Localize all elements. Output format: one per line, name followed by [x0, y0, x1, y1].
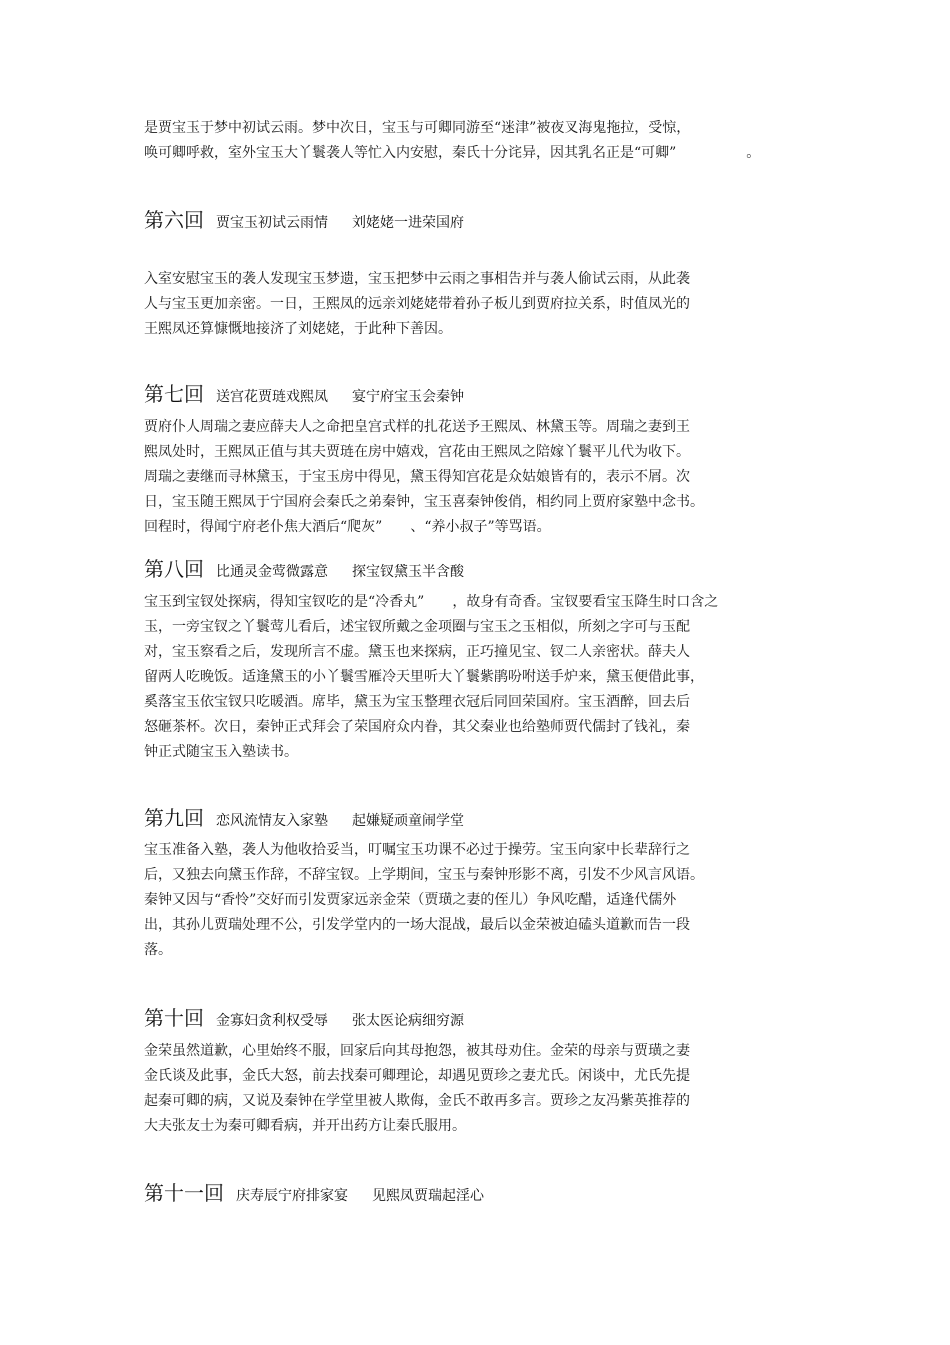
chapter-number: 第六回 — [144, 208, 204, 232]
text-line: 秦钟又因与“香怜”交好而引发贾家远亲金荣（贾璜之妻的侄儿）争风吃醋，适逢代儒外 — [144, 892, 677, 908]
text-line: 金氏谈及此事，金氏大怒，前去找秦可卿理论，却遇见贾珍之妻尤氏。闲谈中，尤氏先提 — [144, 1068, 690, 1084]
chapter-title-2: 张太医论病细穷源 — [352, 1013, 464, 1029]
chapter-title-1: 金寡妇贪利权受辱 — [216, 1013, 328, 1029]
chapter-title-1: 送宫花贾琏戏熙凤 — [216, 389, 328, 405]
chapter-heading — [144, 553, 464, 582]
text-line: 奚落宝玉依宝钗只吃暖酒。席毕，黛玉为宝玉整理衣冠后同回荣国府。宝玉酒醉，回去后 — [144, 694, 690, 710]
text-line: 贾府仆人周瑞之妻应薛夫人之命把皇宫式样的扎花送予王熙凤、林黛玉等。周瑞之妻到王 — [144, 419, 690, 435]
text-line: 是贾宝玉于梦中初试云雨。梦中次日，宝玉与可卿同游至“迷津”被夜叉海鬼拖拉，受惊， — [144, 120, 691, 136]
chapter-number: 第十回 — [144, 1006, 204, 1030]
text-line: 留两人吃晚饭。适逢黛玉的小丫鬟雪雁冷天里听大丫鬟紫鹃吩咐送手炉来，黛玉便借此事， — [144, 669, 704, 685]
chapter-title-2: 起嫌疑顽童闹学堂 — [352, 813, 464, 829]
chapter-title-2: 刘姥姥一进荣国府 — [352, 215, 464, 231]
chapter-title-2: 探宝钗黛玉半含酸 — [352, 564, 464, 580]
text-line: 后，又独去向黛玉作辞，不辞宝钗。上学期间，宝玉与秦钟形影不离，引发不少风言风语。 — [144, 867, 704, 883]
text-line: 大夫张友士为秦可卿看病，并开出药方让秦氏服用。 — [144, 1118, 466, 1134]
text-line: 怒砸茶杯。次日，秦钟正式拜会了荣国府众内眷，其父秦业也给塾师贾代儒封了钱礼，秦 — [144, 719, 690, 735]
text-line: 宝玉到宝钗处探病，得知宝钗吃的是“冷香丸” ，故身有奇香。宝钗要看宝玉降生时口含之 — [144, 594, 719, 610]
chapter-title-1: 比通灵金莺微露意 — [216, 564, 328, 580]
text-line: 金荣虽然道歉，心里始终不服，回家后向其母抱怨，被其母劝住。金荣的母亲与贾璜之妻 — [144, 1043, 690, 1059]
chapter-heading — [144, 378, 464, 407]
chapter-title-1: 庆寿辰宁府排家宴 — [236, 1188, 348, 1204]
text-line: 入室安慰宝玉的袭人发现宝玉梦遗，宝玉把梦中云雨之事相告并与袭人偷试云雨，从此袭 — [144, 271, 690, 287]
chapter-heading — [144, 204, 464, 233]
chapter-heading — [144, 1002, 464, 1031]
chapter-summary — [144, 267, 784, 342]
text-line: 唤可卿呼救，室外宝玉大丫鬟袭人等忙入内安慰，秦氏十分诧异，因其乳名正是“可卿” 。 — [144, 145, 761, 161]
text-line: 落。 — [144, 942, 172, 958]
chapter-title-1: 贾宝玉初试云雨情 — [216, 215, 328, 231]
intro-paragraph — [144, 116, 784, 166]
text-line: 钟正式随宝玉入塾读书。 — [144, 744, 298, 760]
chapter-title-2: 见熙凤贾瑞起淫心 — [372, 1188, 484, 1204]
text-line: 人与宝玉更加亲密。一日，王熙凤的远亲刘姥姥带着孙子板儿到贾府拉关系，时值凤光的 — [144, 296, 690, 312]
text-line: 王熙凤还算慷慨地接济了刘姥姥，于此种下善因。 — [144, 321, 452, 337]
text-line: 周瑞之妻继而寻林黛玉，于宝玉房中得见，黛玉得知宫花是众姑娘皆有的，表示不屑。次 — [144, 469, 690, 485]
text-line: 回程时，得闻宁府老仆焦大酒后“爬灰” 、“养小叔子”等骂语。 — [144, 519, 551, 535]
chapter-heading — [144, 1177, 484, 1206]
text-line: 出，其孙儿贾瑞处理不公，引发学堂内的一场大混战，最后以金荣被迫磕头道歉而告一段 — [144, 917, 690, 933]
chapter-number: 第八回 — [144, 557, 204, 581]
chapter-title-1: 恋风流情友入家塾 — [216, 813, 328, 829]
chapter-number: 第七回 — [144, 382, 204, 406]
chapter-summary — [144, 838, 784, 963]
chapter-summary — [144, 1039, 784, 1139]
text-line: 玉，一旁宝钗之丫鬟莺儿看后，述宝钗所戴之金项圈与宝玉之玉相似，所刻之字可与玉配 — [144, 619, 690, 635]
text-line: 对，宝玉察看之后，发现所言不虚。黛玉也来探病，正巧撞见宝、钗二人亲密状。薛夫人 — [144, 644, 690, 660]
chapter-number: 第九回 — [144, 806, 204, 830]
chapter-number: 第十一回 — [144, 1181, 224, 1205]
text-line: 起秦可卿的病，又说及秦钟在学堂里被人欺侮，金氏不敢再多言。贾珍之友冯紫英推荐的 — [144, 1093, 690, 1109]
chapter-heading — [144, 802, 464, 831]
chapter-summary — [144, 590, 784, 765]
text-line: 宝玉准备入塾，袭人为他收拾妥当，叮嘱宝玉功课不必过于操劳。宝玉向家中长辈辞行之 — [144, 842, 690, 858]
chapter-summary — [144, 415, 784, 540]
text-line: 熙凤处时，王熙凤正值与其夫贾琏在房中嬉戏，宫花由王熙凤之陪嫁丫鬟平儿代为收下。 — [144, 444, 690, 460]
chapter-title-2: 宴宁府宝玉会秦钟 — [352, 389, 464, 405]
text-line: 日，宝玉随王熙凤于宁国府会秦氏之弟秦钟，宝玉喜秦钟俊俏，相约同上贾府家塾中念书。 — [144, 494, 704, 510]
